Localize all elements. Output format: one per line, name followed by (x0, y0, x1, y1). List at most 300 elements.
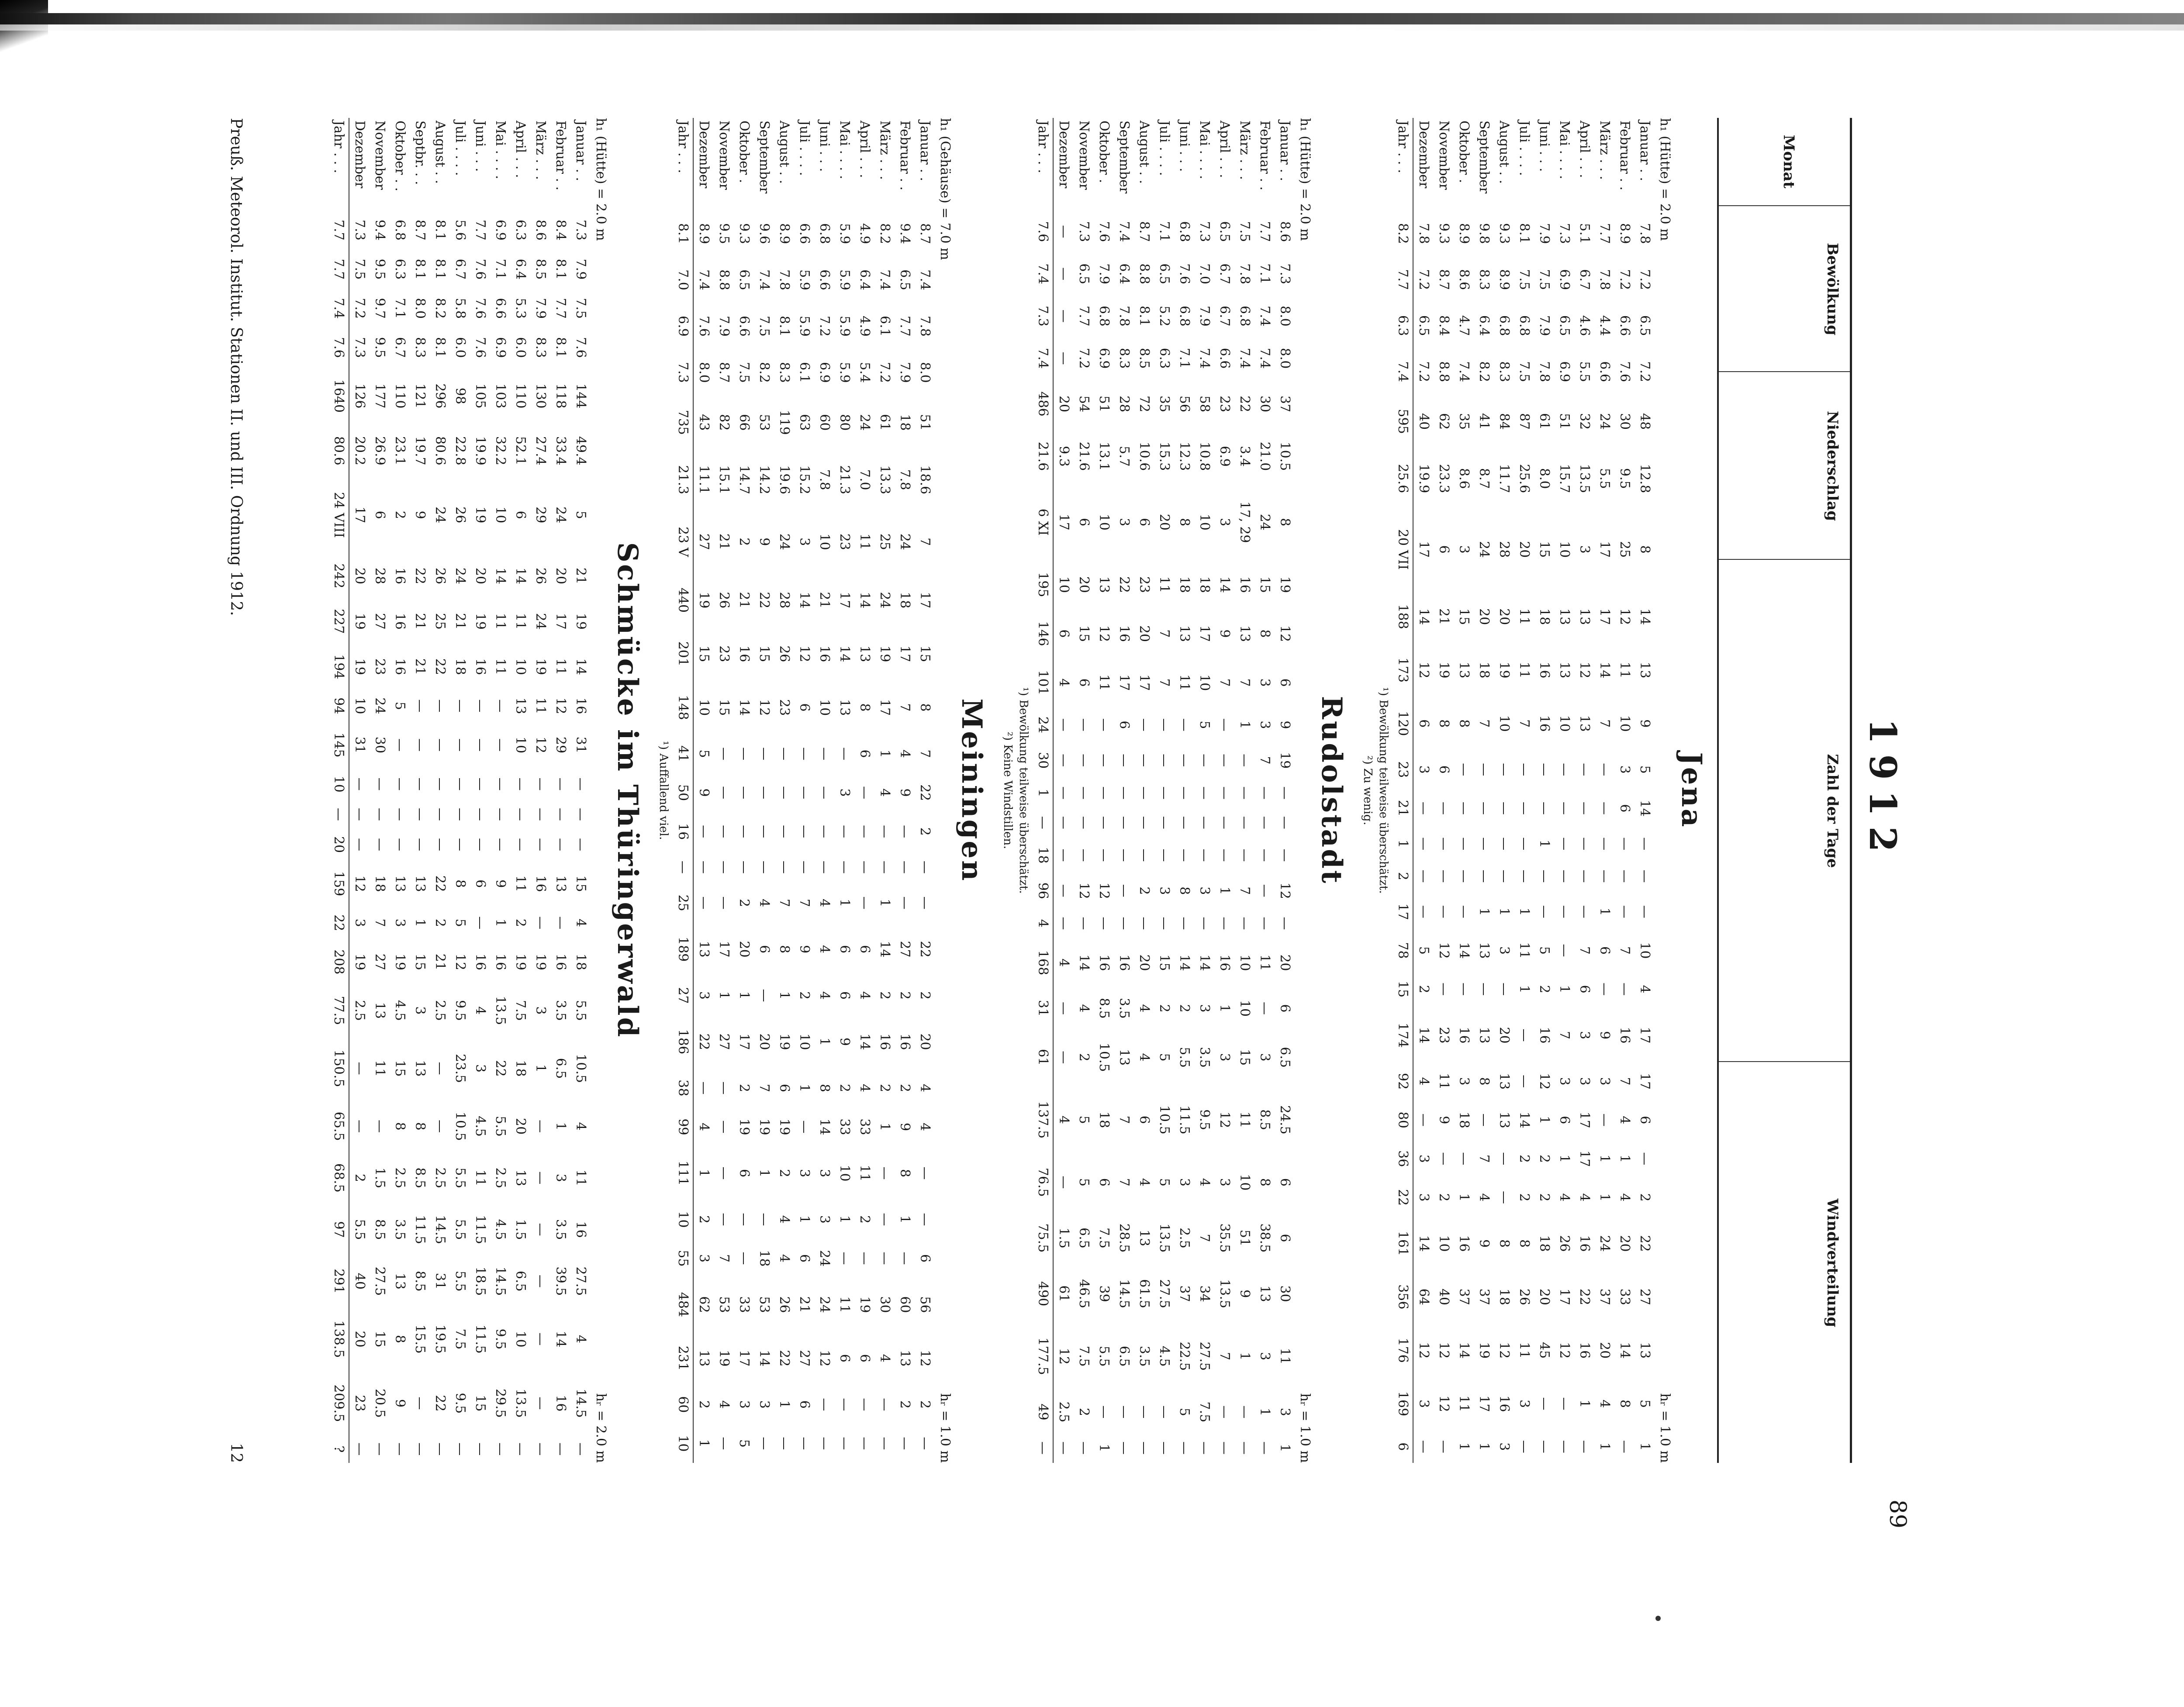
value-cell: 17 (877, 699, 892, 716)
value-cell: 11 (553, 658, 568, 675)
value-cell: 15 (1393, 970, 1413, 1009)
value-cell: 6 (857, 1354, 872, 1362)
value-cell: — (817, 860, 832, 874)
value-cell: 14 (857, 1033, 872, 1050)
value-cell: 14 (877, 941, 892, 958)
value-cell: 26 (777, 645, 792, 662)
value-cell: 21.0 (1257, 441, 1272, 471)
value-cell: — (757, 786, 772, 800)
station-height-info (1657, 118, 1673, 1463)
value-cell: 20.5 (372, 1388, 387, 1418)
value-cell: 4 (1557, 1193, 1572, 1202)
value-cell: 30 (877, 1296, 892, 1313)
value-cell: 8.6 (533, 219, 548, 241)
value-cell: — (877, 1252, 892, 1265)
value-cell: 5 (1076, 1115, 1092, 1124)
value-cell: 5.5 (493, 1116, 508, 1137)
value-cell: 56 (917, 1296, 933, 1313)
value-cell: — (1096, 754, 1112, 767)
value-cell: 25 (432, 613, 448, 630)
value-cell: 6.5 (1217, 221, 1232, 242)
value-cell: 7.5 (736, 362, 752, 383)
value-cell: — (1237, 848, 1252, 862)
value-cell: 7 (1517, 719, 1532, 728)
value-cell: 96 (1033, 873, 1053, 908)
value-cell: 15.7 (1557, 464, 1572, 493)
value-cell: 14 (1416, 1235, 1431, 1252)
value-cell: 4 (1637, 985, 1652, 993)
value-cell: 19 (736, 1118, 752, 1135)
value-cell: 20 (1056, 395, 1071, 413)
value-cell: — (716, 1437, 732, 1450)
value-cell: 6.5 (897, 269, 912, 290)
value-cell: — (1157, 1405, 1172, 1419)
value-cell: 16 (392, 658, 408, 675)
value-cell: 8 (1277, 518, 1292, 527)
value-cell: — (777, 747, 792, 761)
value-cell: 3 (1116, 518, 1132, 527)
value-cell: 15 (372, 1331, 387, 1348)
value-cell: 5.6 (453, 219, 468, 241)
value-cell: 16 (1537, 662, 1552, 679)
value-cell: 3 (837, 788, 852, 797)
value-cell: 1 (1537, 839, 1552, 848)
value-cell: 2 (1416, 985, 1431, 993)
value-cell: — (1237, 754, 1252, 767)
value-cell: 8.6 (1277, 221, 1292, 242)
value-cell: — (1197, 917, 1212, 930)
value-cell: 5 (573, 510, 588, 519)
value-cell: 1 (1456, 1442, 1472, 1451)
value-cell: 20 (1597, 1342, 1612, 1359)
value-cell: — (797, 786, 812, 800)
value-cell: 595 (1393, 395, 1413, 448)
month-cell: Oktober . (1456, 121, 1472, 183)
value-cell: 17 (1597, 541, 1612, 558)
value-cell: 24 (1033, 707, 1053, 742)
table-row (1635, 118, 1655, 1463)
value-cell: 8.0 (1277, 305, 1292, 327)
month-cell: Oktober . . (392, 121, 408, 192)
value-cell: — (493, 1442, 508, 1456)
value-cell: — (1637, 905, 1652, 918)
value-cell: 8.8 (1137, 263, 1152, 284)
value-cell: 16 (1577, 1235, 1592, 1252)
value-cell: — (1436, 1152, 1451, 1166)
table-row (1114, 118, 1134, 1463)
value-cell: 30 (1033, 743, 1053, 778)
value-cell: 8.0 (696, 362, 712, 383)
value-cell: 4.4 (1597, 315, 1612, 336)
value-cell: 5 (392, 701, 408, 710)
value-cell: 10.5 (1096, 1042, 1112, 1072)
value-cell: — (1096, 1405, 1112, 1419)
value-cell: 5.5 (352, 1219, 367, 1240)
value-cell: 10 (817, 533, 832, 550)
value-cell: — (1476, 1113, 1492, 1127)
value-cell: — (453, 1442, 468, 1456)
value-cell: 24 (1597, 413, 1612, 430)
footnote: ²) Zu wenig. (1361, 755, 1374, 825)
value-cell: 24 (817, 1250, 832, 1267)
value-cell: 8.3 (1476, 269, 1492, 290)
value-cell: 6 (1637, 1116, 1652, 1124)
value-cell: — (1456, 983, 1472, 996)
value-cell: — (1076, 848, 1092, 862)
value-cell: 7.4 (1033, 253, 1053, 295)
value-cell: 7.1 (493, 259, 508, 280)
value-cell: 7 (917, 538, 933, 546)
value-cell: 8.1 (777, 316, 792, 337)
value-cell: — (1137, 786, 1152, 800)
value-cell: 7 (897, 703, 912, 712)
value-cell: 3 (1416, 1154, 1431, 1163)
value-cell: 5 (1177, 1407, 1192, 1416)
value-cell: 17 (1557, 1288, 1572, 1305)
value-cell: — (1177, 848, 1192, 862)
value-cell: 16 (553, 953, 568, 970)
value-cell: 201 (673, 627, 693, 681)
value-cell: 16 (493, 953, 508, 970)
value-cell: — (1517, 1028, 1532, 1042)
value-cell: 12 (1617, 608, 1632, 625)
value-cell: 10 (1496, 715, 1512, 732)
value-cell: 1 (1277, 1444, 1292, 1452)
value-cell: 11 (1517, 662, 1532, 679)
value-cell: — (1517, 837, 1532, 851)
value-cell: 80.6 (432, 436, 448, 466)
value-cell: 22 (493, 1060, 508, 1077)
value-cell: 7.5 (573, 298, 588, 319)
footnote: ¹) Bewölkung teilweise überschätzt. (1377, 687, 1390, 894)
value-cell: 3 (1416, 765, 1431, 774)
value-cell: — (1277, 816, 1292, 829)
value-cell: 5 (736, 1439, 752, 1448)
value-cell: 8.2 (877, 223, 892, 244)
value-cell: 12 (1217, 1111, 1232, 1128)
value-cell: 40 (1416, 413, 1431, 430)
value-cell: 21 (412, 658, 428, 675)
value-cell: — (432, 807, 448, 821)
value-cell: — (1537, 801, 1552, 815)
value-cell: 6 (1277, 1004, 1292, 1013)
value-cell: — (1257, 917, 1272, 930)
value-cell: 111 (673, 1146, 693, 1200)
value-cell: 5.4 (857, 362, 872, 383)
month-cell: November (372, 121, 387, 190)
value-cell: — (1197, 786, 1212, 800)
table-row (370, 118, 390, 1463)
value-cell: 24 (372, 697, 387, 714)
header-niederschlag: Niederschlag (1719, 371, 1850, 560)
value-cell: — (696, 1081, 712, 1095)
value-cell: 2 (1076, 1053, 1092, 1062)
value-cell: 2 (1393, 860, 1413, 892)
month-cell: September (1476, 121, 1492, 194)
value-cell: 14 (1456, 1342, 1472, 1359)
value-cell: 8 (1257, 629, 1272, 638)
value-cell: 11 (513, 613, 528, 630)
value-cell: 1 (897, 1215, 912, 1224)
value-cell: 6.7 (1577, 269, 1592, 290)
value-cell: 7 (1197, 1234, 1212, 1242)
value-cell: — (1116, 848, 1132, 862)
value-cell: 23 (352, 1395, 367, 1412)
value-cell: 4 (1056, 1115, 1071, 1124)
value-cell: 2.5 (392, 1167, 408, 1189)
value-cell: — (1056, 1002, 1071, 1015)
value-cell: — (1476, 869, 1492, 883)
value-cell: — (877, 1166, 892, 1180)
month-cell: Dezember (696, 121, 712, 189)
value-cell: — (817, 1437, 832, 1450)
value-cell: 24 (817, 1296, 832, 1313)
value-cell: 7.8 (777, 269, 792, 290)
value-cell: 60 (897, 1296, 912, 1313)
value-cell: 7.5 (1517, 361, 1532, 382)
value-cell: — (1116, 816, 1132, 829)
value-cell: 21.6 (1076, 441, 1092, 471)
value-cell: 8.7 (716, 362, 732, 383)
value-cell: 6 (1076, 518, 1092, 527)
value-cell: 13 (857, 645, 872, 662)
value-cell: 8 (1436, 719, 1451, 728)
value-cell: 7.4 (1393, 348, 1413, 394)
table-row (1154, 118, 1174, 1463)
value-cell: 17, 29 (1237, 501, 1252, 543)
scan-top-edge (0, 13, 2184, 24)
value-cell: 15 (696, 645, 712, 662)
value-cell: 11 (1096, 674, 1112, 691)
value-cell: 8.0 (1537, 468, 1552, 489)
value-cell: 13 (1496, 1073, 1512, 1090)
value-cell: 1 (716, 991, 732, 1000)
value-cell: 4.5 (473, 1116, 488, 1137)
value-cell: 97 (328, 1204, 349, 1255)
value-cell: 10 (352, 697, 367, 714)
value-cell: 16 (473, 953, 488, 970)
value-cell: 53 (757, 1296, 772, 1313)
table-row (510, 118, 530, 1463)
value-cell: 1 (696, 1169, 712, 1178)
value-cell: 8.3 (412, 337, 428, 358)
value-cell: 2 (513, 918, 528, 927)
value-cell: 296 (432, 383, 448, 409)
value-cell: — (673, 851, 693, 884)
value-cell: 189 (673, 922, 693, 976)
value-cell: 176 (1393, 1324, 1413, 1377)
value-cell: 13.5 (1577, 464, 1592, 493)
value-cell: 20 (553, 567, 568, 584)
value-cell: 1 (1217, 1004, 1232, 1013)
value-cell: 8.9 (1496, 269, 1512, 290)
value-cell: 22 (1577, 1288, 1592, 1305)
value-cell: 3 (1257, 678, 1272, 687)
value-cell: 27 (797, 1350, 812, 1367)
value-cell: 3 (736, 1400, 752, 1409)
value-cell: 22 (917, 784, 933, 801)
value-cell: 53 (757, 414, 772, 431)
instrument-height-right: hᵣ = 1.0 m (1657, 1393, 1673, 1463)
value-cell: 1 (696, 1439, 712, 1448)
value-cell: — (757, 825, 772, 838)
value-cell: 2 (1537, 1154, 1552, 1163)
table-row (1174, 118, 1194, 1463)
value-cell: 15.1 (716, 465, 732, 494)
value-cell: 30 (1257, 395, 1272, 413)
value-cell: 4.6 (1577, 315, 1592, 336)
value-cell: 40 (352, 1272, 367, 1290)
value-cell: 1 (877, 1123, 892, 1131)
month-cell: Juni . . . (1537, 121, 1552, 172)
value-cell: 60 (673, 1385, 693, 1424)
value-cell: 3 (1217, 518, 1232, 527)
value-cell: — (877, 1398, 892, 1411)
value-cell: — (837, 1437, 852, 1450)
value-cell: 20 (917, 1033, 933, 1050)
value-cell: 14 (837, 645, 852, 662)
value-cell: 231 (673, 1331, 693, 1385)
value-cell: 82 (716, 414, 732, 431)
value-cell: — (473, 916, 488, 930)
station-height-info (593, 118, 608, 1463)
value-cell: — (1177, 754, 1192, 767)
value-cell: 31 (352, 736, 367, 754)
value-cell: 130 (533, 383, 548, 409)
table-row (1454, 118, 1474, 1463)
value-cell: 7.8 (917, 316, 933, 337)
value-cell: — (352, 807, 367, 821)
value-cell: 22 (917, 941, 933, 958)
value-cell: 18 (1033, 838, 1053, 873)
value-cell: — (1597, 983, 1612, 996)
value-cell: 65.5 (328, 1100, 349, 1152)
value-cell: — (1577, 905, 1592, 918)
value-cell: 23 (1436, 1027, 1451, 1044)
value-cell: — (493, 738, 508, 752)
value-cell: — (513, 807, 528, 821)
value-cell: 10.6 (1137, 441, 1152, 471)
value-cell: 32.2 (493, 436, 508, 466)
table-row (570, 118, 591, 1463)
value-cell: 16 (1617, 1027, 1632, 1044)
value-cell: 15 (473, 1395, 488, 1412)
value-cell: 19 (533, 953, 548, 970)
value-cell: — (372, 777, 387, 791)
value-cell: 18 (372, 875, 387, 892)
value-cell: 3 (1257, 721, 1272, 729)
value-cell: 6.1 (797, 362, 812, 383)
value-cell: 16 (1217, 954, 1232, 971)
value-cell: 735 (673, 396, 693, 449)
value-cell: 159 (328, 861, 349, 907)
value-cell: 7.1 (1257, 263, 1272, 284)
value-cell: 2 (736, 899, 752, 907)
value-cell: — (857, 1437, 872, 1450)
value-cell: 4 (1617, 1193, 1632, 1202)
value-cell: 17 (1597, 608, 1612, 625)
value-cell: 7.4 (877, 269, 892, 290)
value-cell: 6.5 (513, 1271, 528, 1292)
value-cell: 2 (897, 1400, 912, 1409)
value-cell: 6.9 (1557, 269, 1572, 290)
table-row (1514, 118, 1534, 1463)
value-cell: 4 (1056, 959, 1071, 967)
value-cell: 7.9 (573, 259, 588, 280)
value-cell: 26 (1557, 1235, 1572, 1252)
value-cell: 6.6 (493, 298, 508, 319)
value-cell: 8 (392, 1122, 408, 1131)
value-cell: 6.8 (817, 223, 832, 244)
value-cell: 7.3 (573, 219, 588, 241)
value-cell: 33 (736, 1296, 752, 1313)
value-cell: 84 (1496, 413, 1512, 430)
value-cell: 7.8 (897, 469, 912, 490)
value-cell: 8.9 (777, 223, 792, 244)
value-cell: — (473, 777, 488, 791)
value-cell: 36 (1393, 1139, 1413, 1178)
value-cell: 80.6 (328, 425, 349, 476)
value-cell: 5.2 (1157, 305, 1172, 327)
value-cell: 7.4 (1257, 305, 1272, 327)
value-cell: 291 (328, 1255, 349, 1307)
value-cell: — (877, 1213, 892, 1226)
month-cell: Februar . . (1257, 121, 1272, 191)
value-cell: — (1617, 905, 1632, 918)
value-cell: 8.8 (716, 269, 732, 290)
value-cell: 6.9 (817, 362, 832, 383)
value-cell: 34 (1197, 1285, 1212, 1302)
value-cell: — (432, 738, 448, 752)
value-cell: 32 (1577, 413, 1592, 430)
value-cell: — (392, 807, 408, 821)
value-cell: 12 (757, 699, 772, 716)
value-cell: 9 (696, 788, 712, 797)
value-cell: 15 (1537, 541, 1552, 558)
value-cell: — (533, 1332, 548, 1346)
value-cell: 5 (1637, 765, 1652, 774)
value-cell: — (1237, 786, 1252, 800)
value-cell: 1 (1033, 778, 1053, 808)
value-cell: 24 (1597, 1235, 1612, 1252)
value-cell: 16 (1116, 625, 1132, 642)
value-cell: 23.5 (453, 1054, 468, 1083)
value-cell: — (716, 1213, 732, 1226)
value-cell: 2 (1517, 1154, 1532, 1163)
value-cell: 14 (817, 1118, 832, 1135)
value-cell: 87 (1517, 413, 1532, 430)
value-cell: 9.5 (453, 1000, 468, 1021)
value-cell: 17 (1197, 625, 1212, 642)
value-cell: 12 (917, 1350, 933, 1367)
value-cell: 17 (897, 645, 912, 662)
value-cell: — (432, 1062, 448, 1075)
value-cell: 7.3 (1197, 221, 1212, 242)
value-cell: 13.3 (877, 465, 892, 494)
value-cell: 7 (1617, 946, 1632, 955)
value-cell: 7 (372, 918, 387, 927)
value-cell: 6 (1393, 1431, 1413, 1463)
value-cell: 3 (1257, 1352, 1272, 1361)
value-cell: 49 (1033, 1391, 1053, 1433)
value-cell: 1 (1577, 1399, 1592, 1408)
value-cell: 16 (1456, 1235, 1472, 1252)
value-cell: 18 (453, 658, 468, 675)
value-cell: 17 (736, 1033, 752, 1050)
month-cell: Juli . . . . (797, 121, 812, 176)
value-cell: 10 (673, 1200, 693, 1239)
value-cell: 6.0 (513, 337, 528, 358)
